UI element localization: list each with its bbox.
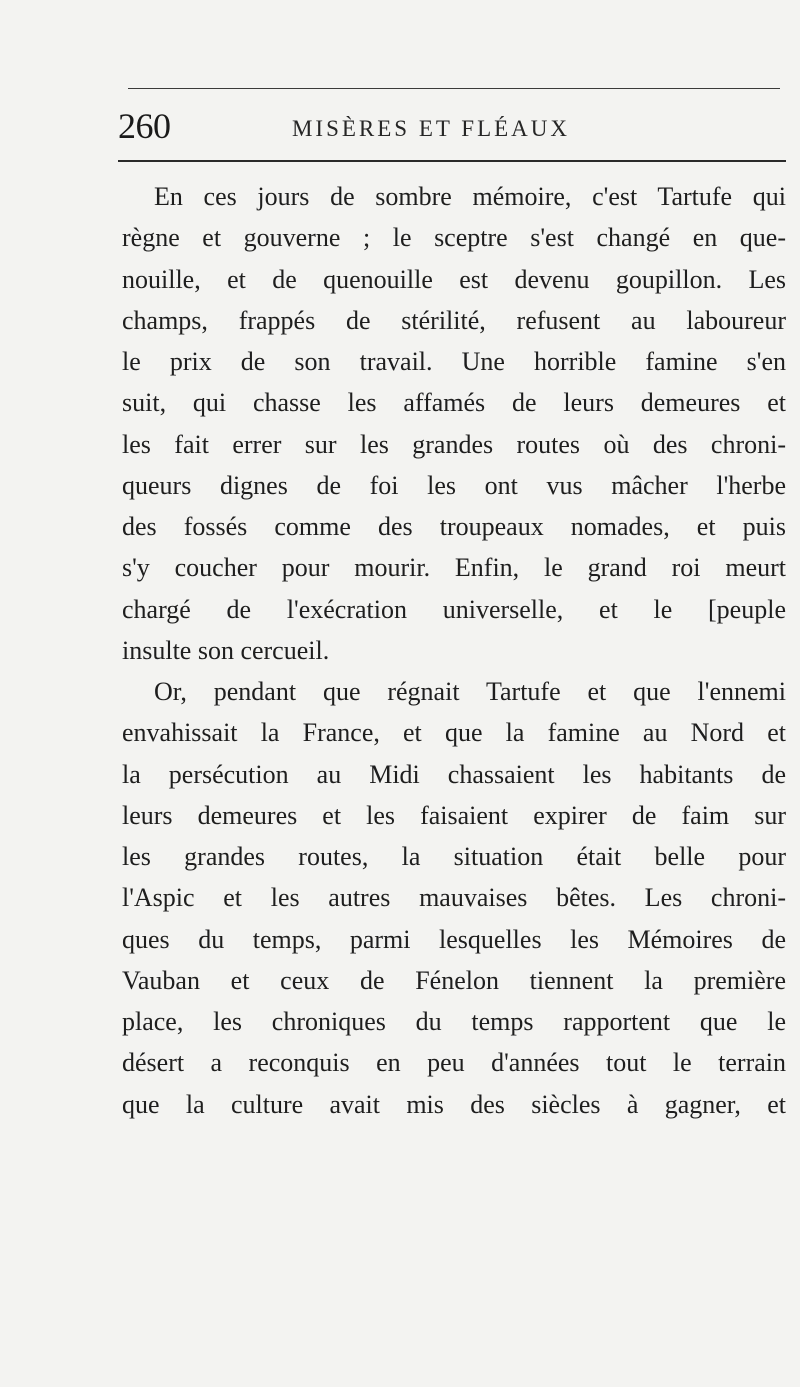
paragraph-1 <box>122 176 786 671</box>
text-line: l'Aspic et les autres mauvaises bêtes. Les chroni- <box>122 883 786 913</box>
page-number: 260 <box>118 106 171 146</box>
text-line: champs, frappés de stérilité, refusent au laboureur <box>122 305 786 335</box>
text-line: queurs dignes de foi les ont vus mâcher l'herbe <box>122 470 786 500</box>
text-line: les grandes routes, la situation était belle pour <box>122 842 786 871</box>
text-line: désert a reconquis en peu d'années tout le terrain <box>122 1048 786 1078</box>
text-line: envahissait la France, et que la famine au Nord et <box>122 718 786 748</box>
text-line: règne et gouverne ; le sceptre s'est changé en que- <box>122 223 786 253</box>
text-line: la persécution au Midi chassaient les habitants de <box>122 759 786 789</box>
text-line: En ces jours de sombre mémoire, c'est Tartufe qui <box>154 182 786 211</box>
text-line: le prix de son travail. Une horrible famine s'en <box>122 347 786 376</box>
text-line: insulte son cercueil. <box>122 635 330 665</box>
text-line: s'y coucher pour mourir. Enfin, le grand roi meurt <box>122 553 786 583</box>
body-text <box>122 176 786 1125</box>
text-line: place, les chroniques du temps rapportent que le <box>122 1007 786 1036</box>
paragraph-2 <box>122 671 786 1125</box>
text-line: ques du temps, parmi lesquelles les Mémoires de <box>122 924 786 954</box>
text-line: les fait errer sur les grandes routes où des chroni- <box>122 429 786 459</box>
text-line: Vauban et ceux de Fénelon tiennent la première <box>122 965 786 995</box>
top-rule <box>128 88 780 89</box>
text-line: chargé de l'exécration universelle, et le [peuple <box>122 594 786 624</box>
running-title: MISÈRES ET FLÉAUX <box>291 116 571 141</box>
text-line: leurs demeures et les faisaient expirer de faim sur <box>122 800 786 830</box>
running-head <box>0 116 800 142</box>
text-line: nouille, et de quenouille est devenu goupillon. Les <box>122 264 786 294</box>
text-line: des fossés comme des troupeaux nomades, et puis <box>122 512 786 541</box>
text-line: que la culture avait mis des siècles à gagner, et <box>122 1089 786 1119</box>
text-line: suit, qui chasse les affamés de leurs demeures et <box>122 388 786 418</box>
header-rule <box>118 160 786 162</box>
text-line: Or, pendant que régnait Tartufe et que l'ennemi <box>154 677 786 706</box>
